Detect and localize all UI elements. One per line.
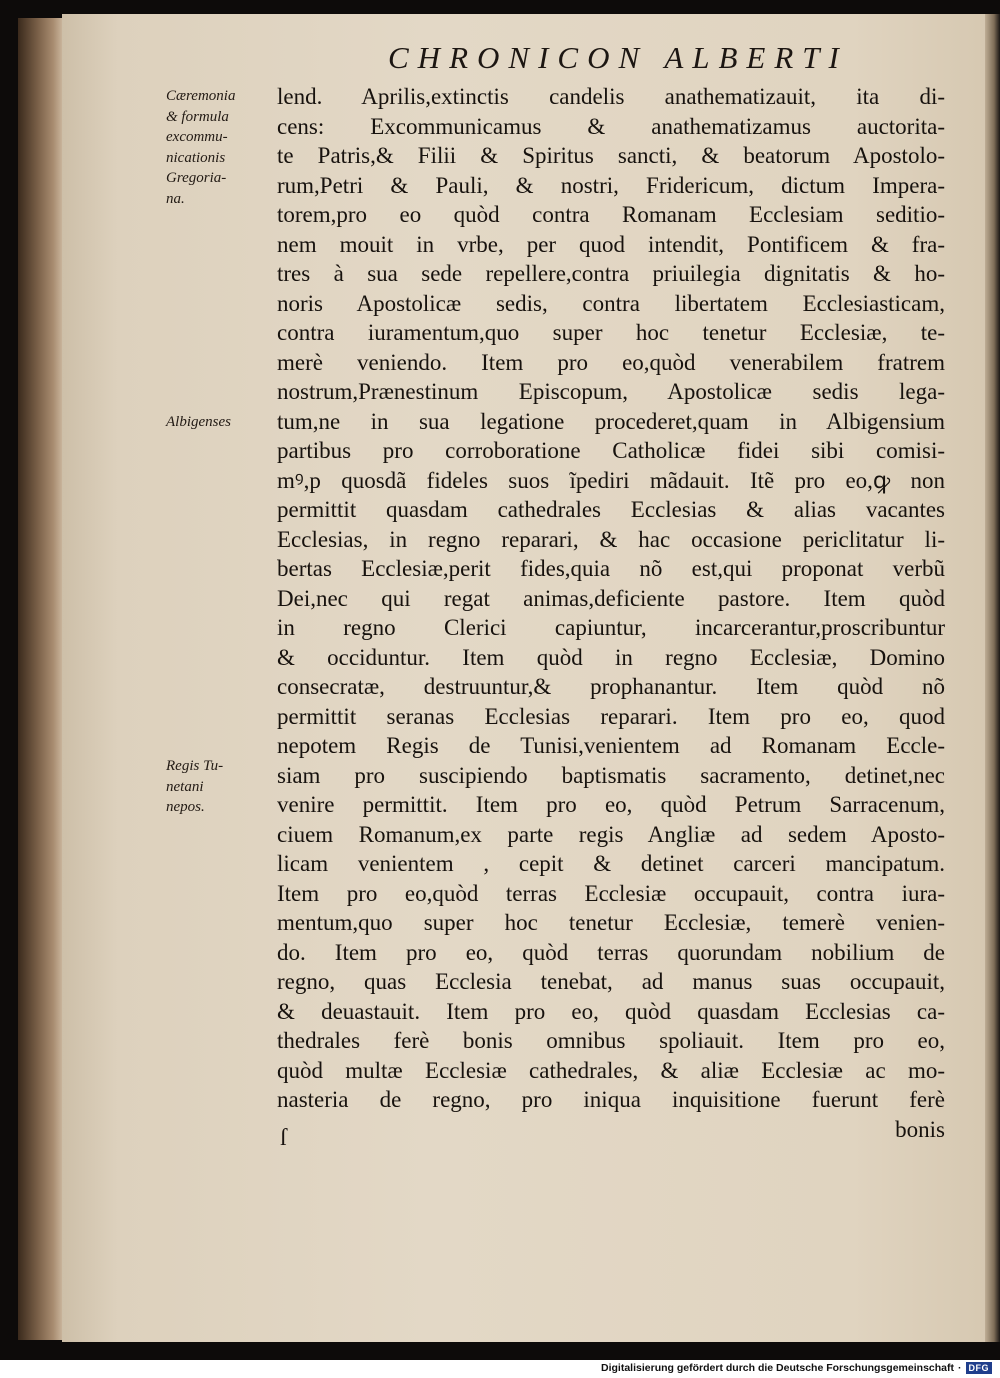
text-line: ciuem Romanum,ex parte regis Angliæ ad sedem Aposto-	[277, 821, 945, 847]
margin-note-line: & formula	[166, 108, 229, 125]
text-line: thedrales ferè bonis omnibus spoliauit. Item pro eo,	[277, 1028, 945, 1053]
text-line: rum,Petri & Pauli, & nostri, Fridericum, dictum Impera-	[277, 172, 945, 198]
text-line: contra iuramentum,quo super hoc tenetur Ecclesiæ, te-	[277, 320, 945, 345]
margin-note-line: excommu-	[166, 129, 228, 145]
text-line: nem mouit in vrbe, per quod intendit, Pontificem & fra-	[277, 231, 945, 257]
body-text	[277, 82, 945, 1144]
text-line: nostrum,Prænestinum Episcopum, Apostolicæ sedis lega-	[277, 379, 945, 404]
text-line: regno, quas Ecclesia tenebat, ad manus suas occupauit,	[277, 969, 945, 994]
text-line: do. Item pro eo, quòd terras quorundam nobilium de	[277, 939, 945, 965]
text-line: consecratæ, destruuntur,& prophanantur. Item quòd nõ	[277, 674, 945, 699]
book-gutter	[18, 18, 62, 1340]
text-line: mentum,quo super hoc tenetur Ecclesiæ, temerè venien-	[277, 910, 945, 935]
page-mark: ſ	[280, 1125, 287, 1151]
text-line: Ecclesias, in regno reparari, & hac occasione periclitatur li-	[277, 526, 945, 552]
margin-note-line: netani	[166, 778, 204, 795]
text-line: venire permittit. Item pro eo, quòd Petrum Sarracenum,	[277, 792, 945, 817]
text-line: Item pro eo,quòd terras Ecclesiæ occupauit, contra iura-	[277, 880, 945, 906]
text-line: tum,ne in sua legatione procederet,quam in Albigensium	[277, 408, 945, 434]
text-line: te Patris,& Filii & Spiritus sancti, & beatorum Apostolo-	[277, 143, 945, 168]
footer-text: Digitalisierung gefördert durch die Deutsche Forschungsgemeinschaft	[601, 1362, 954, 1374]
footer-separator: ·	[958, 1362, 962, 1374]
margin-note-caeremonia	[166, 86, 271, 209]
text-line: licam venientem , cepit & detinet carceri mancipatum.	[277, 851, 945, 876]
margin-note-albigenses	[166, 412, 271, 433]
text-line: permittit quasdam cathedrales Ecclesias & alias vacantes	[277, 497, 945, 522]
text-line: merè veniendo. Item pro eo,quòd venerabilem fratrem	[277, 349, 945, 375]
margin-note-regis-tunetani	[166, 756, 271, 818]
text-line: noris Apostolicæ sedis, contra libertatem Ecclesiasticam,	[277, 290, 945, 316]
margin-note-line: Regis Tu-	[166, 758, 224, 774]
text-line: tres à sua sede repellere,contra priuilegia dignitatis & ho-	[277, 261, 945, 286]
text-line: torem,pro eo quòd contra Romanam Ecclesiam seditio-	[277, 202, 945, 227]
digitization-footer	[601, 1362, 992, 1374]
page-edge	[985, 14, 1000, 1342]
margin-note-line: Albigenses	[166, 414, 231, 430]
text-line: mꝰ,p quosdã fideles suos ĩpediri mãdauit. Itẽ pro eo,ꝙ non	[277, 467, 945, 493]
running-head: CHRONICON ALBERTI	[388, 40, 848, 75]
text-line: partibus pro corroboratione Catholicæ fidei sibi comisi-	[277, 438, 945, 463]
text-line: nasteria de regno, pro iniqua inquisitione fuerunt ferè	[277, 1087, 945, 1112]
text-line: Dei,nec qui regat animas,deficiente pastore. Item quòd	[277, 585, 945, 611]
text-line: & occiduntur. Item quòd in regno Ecclesiæ, Domino	[277, 644, 945, 670]
text-line: bertas Ecclesiæ,perit fides,quia nõ est,qui proponat verbũ	[277, 556, 945, 581]
text-line: nepotem Regis de Tunisi,venientem ad Romanam Eccle-	[277, 733, 945, 758]
text-line: quòd multæ Ecclesiæ cathedrales, & aliæ Ecclesiæ ac mo-	[277, 1057, 945, 1083]
margin-note-line: na.	[166, 190, 185, 207]
text-line: siam pro suscipiendo baptismatis sacramento, detinet,nec	[277, 762, 945, 788]
margin-note-line: Gregoria-	[166, 170, 227, 186]
text-line: cens: Excommunicamus & anathematizamus auctorita-	[277, 113, 945, 139]
margin-note-line: nepos.	[166, 799, 205, 815]
text-line: bonis	[895, 1116, 945, 1142]
text-line: in regno Clerici capiuntur, incarcerantur,proscribuntur	[277, 615, 945, 640]
text-line: lend. Aprilis,extinctis candelis anathematizauit, ita di-	[277, 84, 945, 109]
text-line: permittit seranas Ecclesias reparari. Item pro eo, quod	[277, 703, 945, 729]
dfg-logo-icon: DFG	[966, 1362, 993, 1374]
margin-note-line: nicationis	[166, 149, 226, 166]
margin-note-line: Cæremonia	[166, 88, 236, 104]
text-line: & deuastauit. Item pro eo, quòd quasdam Ecclesias ca-	[277, 998, 945, 1024]
